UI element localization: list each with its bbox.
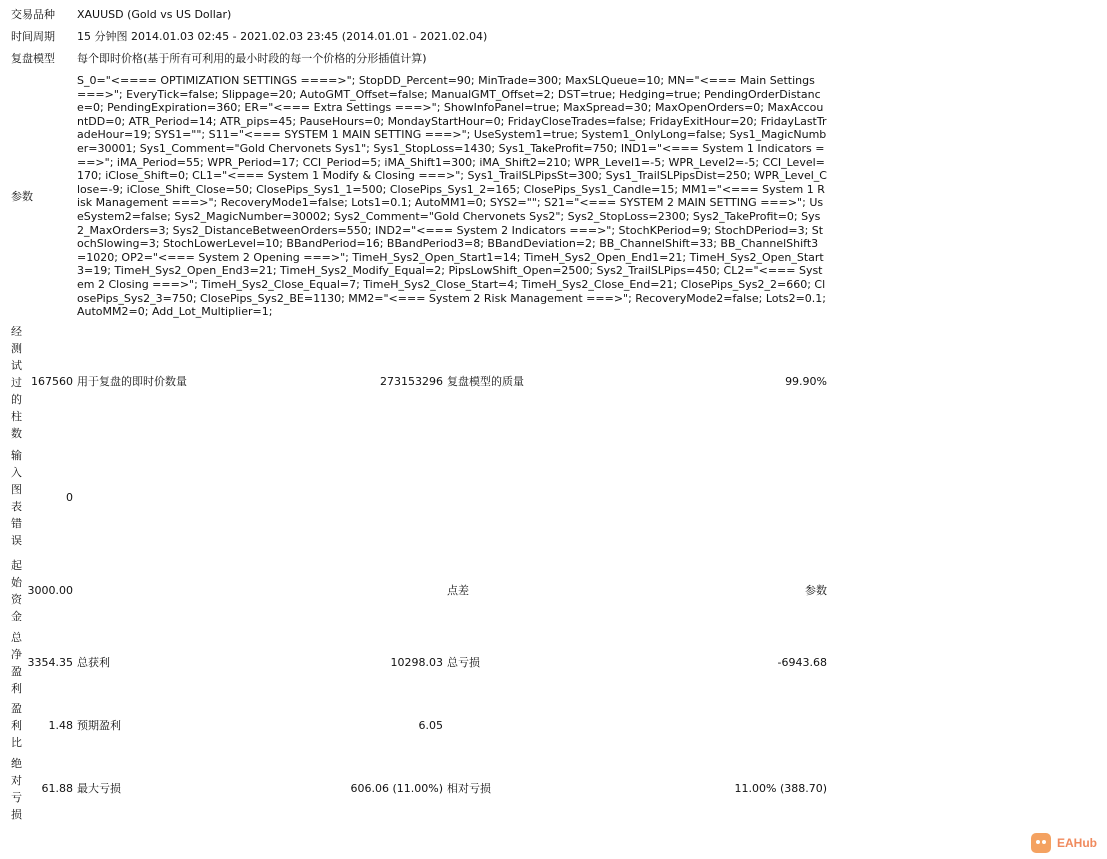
grossloss-label: 总亏损 [447,655,480,669]
profitfactor-cell [9,698,75,754]
errors-row [9,442,829,554]
spread-label: 点差 [447,583,469,597]
netprofit-value: 3354.35 [27,655,73,669]
params-label: 参数 [11,189,33,203]
symbol-row [9,4,829,26]
maxdd-value: 606.06 (11.00%) [350,781,443,795]
deposit-label: 起始资金 [11,558,22,623]
profitfactor-spacer [445,698,575,754]
eahub-watermark [1031,833,1097,853]
deposit-row [9,554,829,628]
bars-row [9,323,829,442]
grossloss-value: -6943.68 [777,655,828,669]
backtest-report-table [9,4,829,824]
grossprofit-label: 总获利 [77,655,110,669]
period-value: 15 分钟图 2014.01.03 02:45 - 2021.02.03 23:45 (2014.01.01 - 2021.02.04) [77,30,488,44]
eahub-logo-icon [1031,833,1051,853]
ticks-label: 用于复盘的即时价数量 [77,375,187,389]
model-row [9,48,829,70]
grossprofit-value: 10298.03 [390,655,443,669]
model-value: 每个即时价格(基于所有可利用的最小时段的每一个价格的分形插值计算) [77,52,427,66]
bars-value: 167560 [31,375,73,389]
ticks-value: 273153296 [380,375,443,389]
expected-label: 预期盈利 [77,718,121,732]
deposit-spacer [75,554,225,628]
reldd-label: 相对亏损 [447,781,491,795]
netprofit-cell [9,628,75,698]
params-value: S_0="<==== OPTIMIZATION SETTINGS ====>"; StopDD_Percent=90; MinTrade=300; MaxSLQueue=10; MN="<=== Main Settings ===>"; EveryTick=false; Slippage=20; AutoGMT_Offset=false; ManualGMT_Offset=2; DST=true; Hedging=true; PendingOrderDistance=0; PendingExpiration=360; ER="<=== Extra Settings ===>"; ShowInfoPanel=true; MaxSpread=30; MaxOpenOrders=0; MaxAccountDD=0; ATR_Period=14; ATR_pips=45; PauseHours=0; MondayStartHour=0; FridayCloseTrades=false; FridayExitHour=20; FridayLastTradeHour=19; SYS1=""; S11="<=== SYSTEM 1 MAIN SETTING ===>"; UseSystem1=true; System1_OnlyLong=false; Sys1_MagicNumber=30001; Sys1_Comment="Gold Chervonets Sys1"; Sys1_StopLoss=1430; Sys1_TakeProfit=750; IND1="<=== System 1 Indicators ===>"; iMA_Period=55; WPR_Period=17; CCI_Period=5; iMA_Shift1=300; iMA_Shift2=210; WPR_Level1=-5; WPR_Level2=-5; CCI_Level=170; iClose_Shift=0; CL1="<=== System 1 Modify & Closing ===>"; Sys1_TrailSLPipsSt=300; Sys1_TrailSLPipsDist=250; WPR_Level_Close=-9; iClose_Shift_Close=50; ClosePips_Sys1_1=500; ClosePips_Sys1_2=165; ClosePips_Sys1_Candle=15; MM1="<=== System 1 Risk Management ===>"; RecoveryMode1=false; Lots1=0.1; AutoMM1=0; SYS2=""; S21="<=== SYSTEM 2 MAIN SETTING ===>"; UseSystem2=false; Sys2_MagicNumber=30002; Sys2_Comment="Gold Chervonets Sys2"; Sys2_StopLoss=2300; Sys2_TakeProfit=0; Sys2_MaxOrders=3; Sys2_DistanceBetweenOrders=550; IND2="<=== System 2 Indicators ===>"; StochKPeriod=9; StochDPeriod=3; StochSlowing=3; StochLowerLevel=10; BBandPeriod=16; BBandPeriod3=8; BBandDeviation=2; BB_ChannelShift=33; BB_ChannelShift3=1020; OP2="<=== System 2 Opening ===>"; TimeH_Sys2_Open_Start1=14; TimeH_Sys2_Open_End1=21; TimeH_Sys2_Open_Start3=19; TimeH_Sys2_Open_End3=21; TimeH_Sys2_Modify_Equal=2; PipsLowShift_Open=2500; Sys2_TrailSLPips=450; CL2="<=== System 2 Closing ===>"; TimeH_Sys2_Close_Equal=7; TimeH_Sys2_Close_Start=4; TimeH_Sys2_Close_End=21; ClosePips_Sys2_2=660; ClosePips_Sys2_3=750; ClosePips_Sys2_BE=1130; MM2="<=== System 2 Risk Management ===>"; RecoveryMode2=false; Lots2=0.1; AutoMM2=0; Add_Lot_Multiplier=1; [77,74,827,319]
profitfactor-label: 盈利比 [11,702,22,750]
deposit-spacer-2 [225,554,445,628]
absdd-cell [9,754,75,824]
symbol-value: XAUUSD (Gold vs US Dollar) [77,8,232,22]
drawdown-row [9,754,829,824]
period-row [9,26,829,48]
profitfactor-value: 1.48 [48,718,73,732]
period-label: 时间周期 [11,30,55,44]
profitfactor-row [9,698,829,754]
profitfactor-spacer-2 [575,698,829,754]
expected-value: 6.05 [418,718,443,732]
errors-cell [9,442,75,554]
absdd-label: 绝对亏损 [11,756,22,821]
reldd-value: 11.00% (388.70) [734,781,828,795]
watermark-text: EAHub [1057,836,1097,850]
bars-label: 经测试过的柱数 [11,324,22,440]
errors-spacer [75,442,829,554]
spread-value: 参数 [805,583,828,597]
quality-label: 复盘模型的质量 [447,375,524,389]
errors-value: 0 [66,490,73,504]
symbol-label: 交易品种 [11,8,55,22]
bars-cell [9,323,75,442]
deposit-cell [9,554,75,628]
errors-label: 输入图表错误 [11,448,22,547]
model-label: 复盘模型 [11,52,55,66]
maxdd-label: 最大亏损 [77,781,121,795]
deposit-value: 3000.00 [27,583,73,597]
params-row [9,70,829,323]
netprofit-label: 总净盈利 [11,630,22,695]
netprofit-row [9,628,829,698]
absdd-value: 61.88 [41,781,73,795]
quality-value: 99.90% [785,375,828,389]
